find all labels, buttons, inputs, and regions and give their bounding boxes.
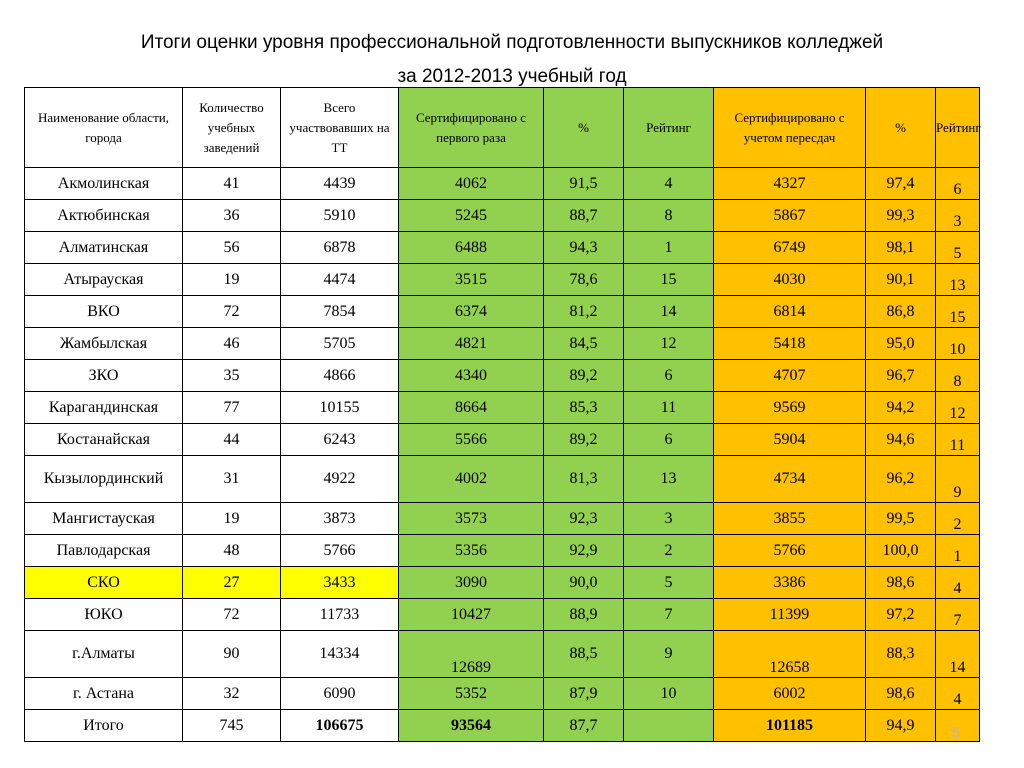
- cell-rating-first: 5: [624, 567, 714, 599]
- cell-region-name: Актюбинская: [25, 200, 183, 232]
- cell-percent-retake: 99,3: [866, 200, 936, 232]
- cell-colleges-count: 19: [183, 264, 281, 296]
- cell-rating-retake: 12: [936, 392, 980, 424]
- cell-rating-retake: 8: [936, 360, 980, 392]
- table-row: [25, 360, 980, 392]
- cell-certified-retake: 4734: [714, 456, 866, 503]
- cell-rating-retake: 4: [936, 567, 980, 599]
- cell-certified-retake: 4030: [714, 264, 866, 296]
- cell-rating-retake: 3: [936, 200, 980, 232]
- cell-rating-retake: 11: [936, 424, 980, 456]
- cell-rating-retake: 14: [936, 631, 980, 678]
- cell-certified-first: 4062: [399, 168, 544, 200]
- cell-percent-retake: 97,4: [866, 168, 936, 200]
- cell-participants-total: 5910: [281, 200, 399, 232]
- cell-rating-retake: 15: [936, 296, 980, 328]
- cell-certified-first: 3573: [399, 503, 544, 535]
- table-row: [25, 168, 980, 200]
- cell-percent-first: 90,0: [544, 567, 624, 599]
- cell-region-name: Павлодарская: [25, 535, 183, 567]
- cell-participants-total: 106675: [281, 710, 399, 742]
- cell-rating-retake: 2: [936, 503, 980, 535]
- cell-certified-retake: 6002: [714, 678, 866, 710]
- cell-percent-retake: 99,5: [866, 503, 936, 535]
- cell-percent-retake: 98,6: [866, 678, 936, 710]
- cell-participants-total: 4439: [281, 168, 399, 200]
- table-row: [25, 503, 980, 535]
- cell-percent-first: 85,3: [544, 392, 624, 424]
- cell-rating-first: 15: [624, 264, 714, 296]
- cell-percent-retake: 100,0: [866, 535, 936, 567]
- table-row: [25, 264, 980, 296]
- page-number: 5: [952, 724, 960, 740]
- cell-percent-retake: 96,7: [866, 360, 936, 392]
- cell-region-name: Атырауская: [25, 264, 183, 296]
- cell-certified-retake: 9569: [714, 392, 866, 424]
- cell-colleges-count: 48: [183, 535, 281, 567]
- cell-region-name: СКО: [25, 567, 183, 599]
- cell-participants-total: 11733: [281, 599, 399, 631]
- cell-region-name: ВКО: [25, 296, 183, 328]
- cell-certified-first: 4002: [399, 456, 544, 503]
- cell-participants-total: 6243: [281, 424, 399, 456]
- cell-percent-retake: 98,1: [866, 232, 936, 264]
- cell-certified-first: 5566: [399, 424, 544, 456]
- cell-rating-retake: 10: [936, 328, 980, 360]
- cell-colleges-count: 35: [183, 360, 281, 392]
- cell-percent-retake: 94,6: [866, 424, 936, 456]
- cell-participants-total: 4474: [281, 264, 399, 296]
- cell-percent-retake: 98,6: [866, 567, 936, 599]
- cell-rating-first: 9: [624, 631, 714, 678]
- cell-certified-retake: 4327: [714, 168, 866, 200]
- header-rating-retake: Рейтинг: [936, 88, 980, 168]
- table-row: [25, 710, 980, 742]
- cell-percent-first: 81,3: [544, 456, 624, 503]
- cell-rating-first: 7: [624, 599, 714, 631]
- cell-certified-retake: 11399: [714, 599, 866, 631]
- cell-percent-first: 89,2: [544, 424, 624, 456]
- header-row: [25, 88, 980, 168]
- cell-colleges-count: 46: [183, 328, 281, 360]
- table-body: [25, 168, 980, 742]
- cell-region-name: Карагандинская: [25, 392, 183, 424]
- header-certified-first: Сертифицировано с первого раза: [399, 88, 544, 168]
- cell-certified-first: 93564: [399, 710, 544, 742]
- cell-colleges-count: 77: [183, 392, 281, 424]
- cell-certified-retake: 5867: [714, 200, 866, 232]
- cell-certified-first: 4821: [399, 328, 544, 360]
- cell-certified-first: 10427: [399, 599, 544, 631]
- cell-percent-first: 87,9: [544, 678, 624, 710]
- cell-rating-first: 4: [624, 168, 714, 200]
- cell-colleges-count: 90: [183, 631, 281, 678]
- cell-certified-retake: 4707: [714, 360, 866, 392]
- cell-certified-first: 8664: [399, 392, 544, 424]
- cell-rating-first: 3: [624, 503, 714, 535]
- cell-colleges-count: 19: [183, 503, 281, 535]
- table-row: [25, 424, 980, 456]
- cell-certified-retake: 5904: [714, 424, 866, 456]
- table-row: [25, 599, 980, 631]
- results-table: [24, 87, 980, 742]
- cell-region-name: Мангистауская: [25, 503, 183, 535]
- cell-percent-first: 88,9: [544, 599, 624, 631]
- cell-colleges-count: 36: [183, 200, 281, 232]
- cell-certified-retake: 6814: [714, 296, 866, 328]
- cell-rating-retake: 13: [936, 264, 980, 296]
- cell-rating-retake: 6: [936, 168, 980, 200]
- cell-participants-total: 3873: [281, 503, 399, 535]
- cell-certified-first: 12689: [399, 631, 544, 678]
- cell-rating-first: 13: [624, 456, 714, 503]
- cell-percent-retake: 96,2: [866, 456, 936, 503]
- header-percent-retake: %: [866, 88, 936, 168]
- cell-certified-retake: 6749: [714, 232, 866, 264]
- cell-percent-first: 91,5: [544, 168, 624, 200]
- cell-certified-first: 5245: [399, 200, 544, 232]
- cell-rating-first: 10: [624, 678, 714, 710]
- cell-certified-first: 4340: [399, 360, 544, 392]
- title-line-2: за 2012-2013 учебный год: [397, 66, 627, 87]
- cell-rating-first: 1: [624, 232, 714, 264]
- cell-region-name: Алматинская: [25, 232, 183, 264]
- cell-rating-first: 6: [624, 424, 714, 456]
- cell-certified-first: 6488: [399, 232, 544, 264]
- cell-certified-retake: 5418: [714, 328, 866, 360]
- cell-certified-first: 3090: [399, 567, 544, 599]
- cell-rating-first: 12: [624, 328, 714, 360]
- cell-percent-retake: 95,0: [866, 328, 936, 360]
- cell-participants-total: 10155: [281, 392, 399, 424]
- cell-participants-total: 6090: [281, 678, 399, 710]
- cell-participants-total: 3433: [281, 567, 399, 599]
- cell-rating-retake: 4: [936, 678, 980, 710]
- cell-percent-first: 88,7: [544, 200, 624, 232]
- cell-certified-first: 3515: [399, 264, 544, 296]
- cell-percent-retake: 88,3: [866, 631, 936, 678]
- cell-colleges-count: 745: [183, 710, 281, 742]
- title-line-1: Итоги оценки уровня профессиональной подготовленности выпускников колледжей: [140, 32, 884, 53]
- cell-rating-first: 11: [624, 392, 714, 424]
- cell-region-name: Кызылординский: [25, 456, 183, 503]
- cell-participants-total: 7854: [281, 296, 399, 328]
- header-region: Наименование области, города: [25, 88, 183, 168]
- cell-colleges-count: 31: [183, 456, 281, 503]
- table-row: [25, 535, 980, 567]
- cell-percent-retake: 94,9: [866, 710, 936, 742]
- cell-percent-first: 92,3: [544, 503, 624, 535]
- cell-rating-first: 14: [624, 296, 714, 328]
- cell-rating-retake: 7: [936, 599, 980, 631]
- cell-rating-first: [624, 710, 714, 742]
- cell-region-name: г.Алматы: [25, 631, 183, 678]
- cell-certified-first: 5352: [399, 678, 544, 710]
- cell-percent-first: 92,9: [544, 535, 624, 567]
- cell-certified-first: 6374: [399, 296, 544, 328]
- header-colleges: Количество учебных заведений: [183, 88, 281, 168]
- cell-percent-first: 81,2: [544, 296, 624, 328]
- table-row: [25, 328, 980, 360]
- cell-participants-total: 6878: [281, 232, 399, 264]
- header-percent-first: %: [544, 88, 624, 168]
- cell-percent-retake: 94,2: [866, 392, 936, 424]
- table-row: [25, 678, 980, 710]
- table-row: [25, 296, 980, 328]
- cell-rating-retake: 9: [936, 456, 980, 503]
- table-row: [25, 631, 980, 678]
- cell-region-name: Костанайская: [25, 424, 183, 456]
- cell-colleges-count: 41: [183, 168, 281, 200]
- header-rating-first: Рейтинг: [624, 88, 714, 168]
- page-title: [0, 26, 1024, 94]
- cell-participants-total: 4866: [281, 360, 399, 392]
- header-participants: Всего участвовавших на ТТ: [281, 88, 399, 168]
- cell-percent-first: 78,6: [544, 264, 624, 296]
- cell-colleges-count: 56: [183, 232, 281, 264]
- cell-percent-first: 88,5: [544, 631, 624, 678]
- cell-certified-retake: 101185: [714, 710, 866, 742]
- cell-colleges-count: 72: [183, 296, 281, 328]
- cell-percent-retake: 97,2: [866, 599, 936, 631]
- cell-rating-retake: 5: [936, 232, 980, 264]
- cell-participants-total: 5766: [281, 535, 399, 567]
- cell-region-name: г. Астана: [25, 678, 183, 710]
- cell-rating-retake: 1: [936, 535, 980, 567]
- table-row: [25, 567, 980, 599]
- cell-certified-retake: 3855: [714, 503, 866, 535]
- table-row: [25, 232, 980, 264]
- table-row: [25, 392, 980, 424]
- cell-certified-retake: 3386: [714, 567, 866, 599]
- header-certified-retake: Сертифицировано с учетом пересдач: [714, 88, 866, 168]
- cell-percent-first: 87,7: [544, 710, 624, 742]
- cell-percent-retake: 90,1: [866, 264, 936, 296]
- cell-percent-first: 89,2: [544, 360, 624, 392]
- cell-participants-total: 5705: [281, 328, 399, 360]
- cell-region-name: ЗКО: [25, 360, 183, 392]
- cell-region-name: Жамбылская: [25, 328, 183, 360]
- cell-region-name: ЮКО: [25, 599, 183, 631]
- table-row: [25, 200, 980, 232]
- table-row: [25, 456, 980, 503]
- cell-colleges-count: 27: [183, 567, 281, 599]
- cell-participants-total: 14334: [281, 631, 399, 678]
- cell-rating-first: 2: [624, 535, 714, 567]
- cell-region-name: Акмолинская: [25, 168, 183, 200]
- cell-certified-retake: 5766: [714, 535, 866, 567]
- cell-rating-first: 6: [624, 360, 714, 392]
- cell-certified-retake: 12658: [714, 631, 866, 678]
- cell-region-name: Итого: [25, 710, 183, 742]
- cell-colleges-count: 44: [183, 424, 281, 456]
- cell-percent-first: 84,5: [544, 328, 624, 360]
- cell-percent-retake: 86,8: [866, 296, 936, 328]
- cell-colleges-count: 32: [183, 678, 281, 710]
- cell-colleges-count: 72: [183, 599, 281, 631]
- cell-percent-first: 94,3: [544, 232, 624, 264]
- cell-rating-first: 8: [624, 200, 714, 232]
- cell-participants-total: 4922: [281, 456, 399, 503]
- cell-certified-first: 5356: [399, 535, 544, 567]
